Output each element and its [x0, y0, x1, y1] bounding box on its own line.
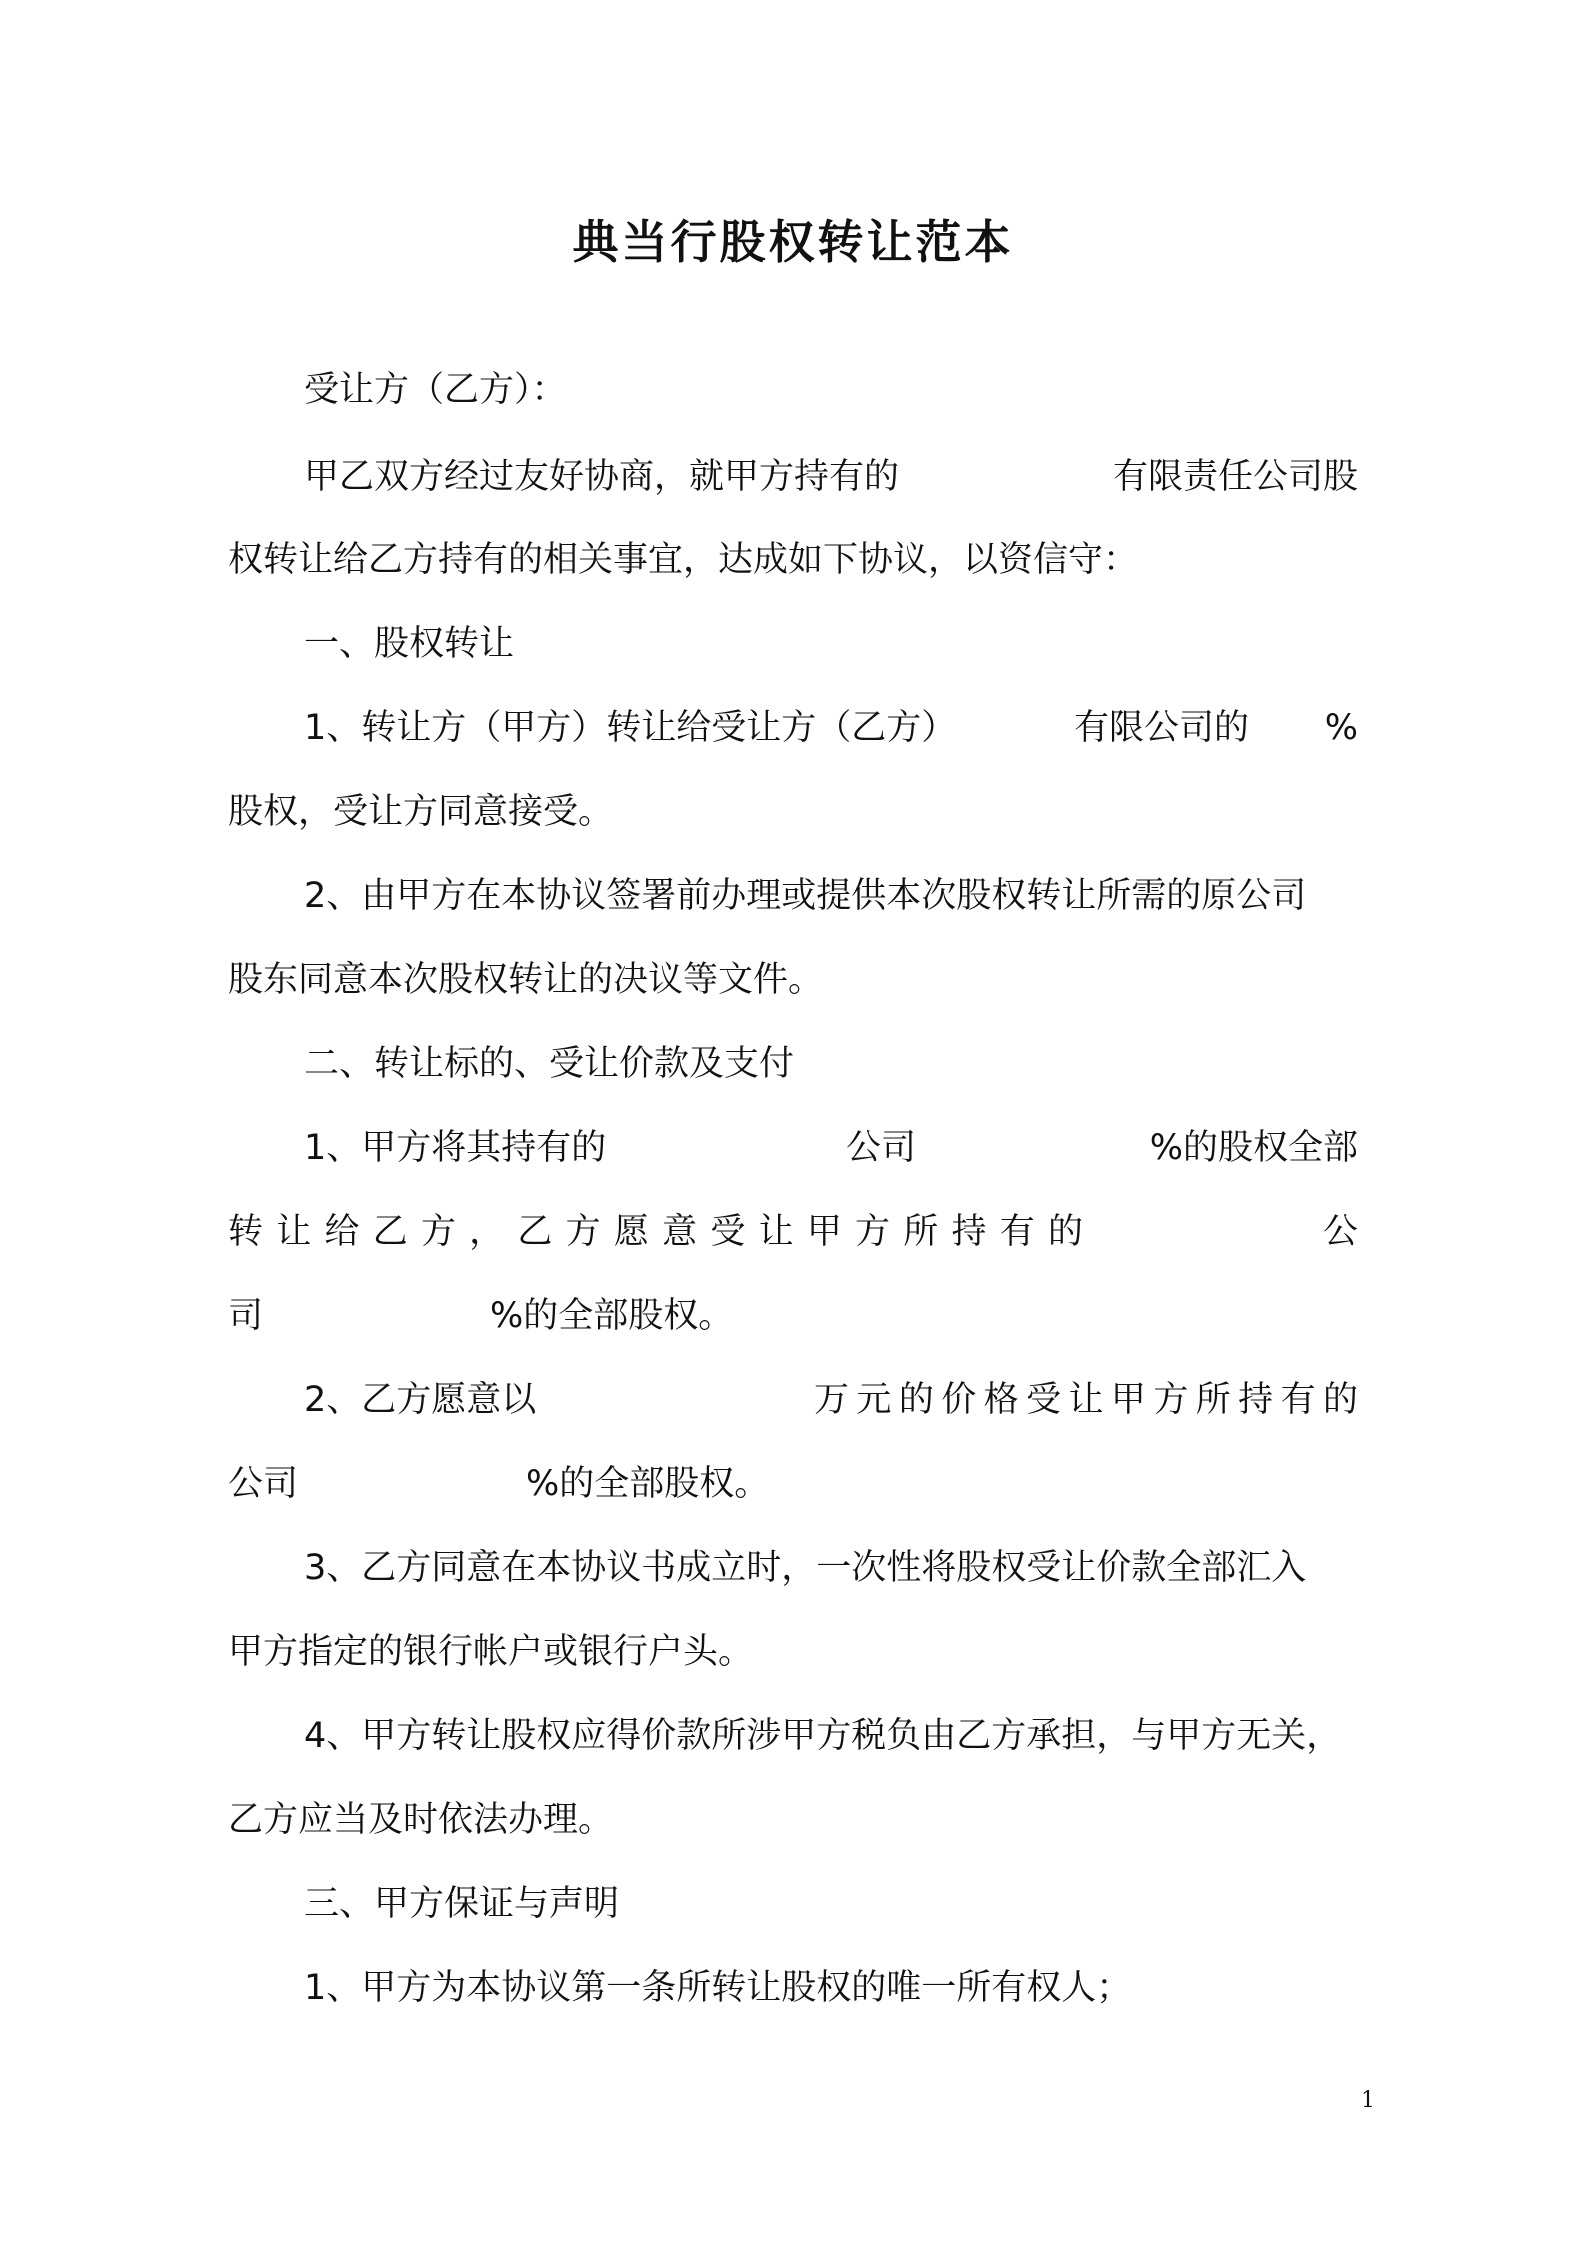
- clause-text: %的股权全部: [1149, 1128, 1358, 1168]
- clause-text: 1、甲方为本协议第一条所转让股权的唯一所有权人；: [304, 1968, 1132, 2008]
- paragraph-line: [304, 447, 1358, 507]
- paragraph-line: [228, 782, 1358, 842]
- clause-text: 司: [228, 1296, 264, 1336]
- intro-text-right: 有限责任公司股: [1112, 457, 1358, 497]
- clause-text: 甲方指定的银行帐户或银行户头。: [228, 1632, 754, 1672]
- clause-text: %的全部股权。: [490, 1296, 734, 1336]
- paragraph-line: [228, 1790, 1358, 1850]
- clause-text: 公司: [846, 1128, 917, 1168]
- section-2-title: 二、转让标的、受让价款及支付: [304, 1044, 795, 1084]
- clause-text: %的全部股权。: [526, 1464, 770, 1504]
- clause-text: 有限公司的: [1074, 708, 1250, 748]
- paragraph-line: [228, 530, 1358, 590]
- document-title: 典当行股权转让范本: [572, 215, 1014, 269]
- clause-text: 3、乙方同意在本协议书成立时，一次性将股权受让价款全部汇入: [304, 1548, 1307, 1588]
- paragraph-line: [228, 950, 1358, 1010]
- paragraph-line: [304, 1706, 1358, 1766]
- paragraph-line: [304, 360, 1358, 420]
- paragraph-line: [304, 1958, 1358, 2018]
- paragraph-line: [228, 1202, 1358, 1262]
- section-3-title: 三、甲方保证与声明: [304, 1884, 620, 1924]
- clause-text: 乙方应当及时依法办理。: [228, 1800, 614, 1840]
- transferee-label: 受让方（乙方）：: [304, 370, 567, 410]
- percent-sign: %: [1324, 708, 1358, 748]
- clause-text: 股东同意本次股权转让的决议等文件。: [228, 960, 824, 1000]
- clause-text: 1、甲方将其持有的: [304, 1128, 607, 1168]
- paragraph-line: [304, 698, 1358, 758]
- intro-text: 甲乙双方经过友好协商，就甲方持有的: [304, 457, 900, 497]
- paragraph-line: [304, 1118, 1358, 1178]
- paragraph-line: [304, 1370, 1358, 1430]
- section-heading: [304, 1874, 1358, 1934]
- clause-text: 万元的价格受让甲方所持有的: [814, 1380, 1358, 1420]
- section-1-title: 一、股权转让: [304, 624, 515, 664]
- clause-text: 4、甲方转让股权应得价款所涉甲方税负由乙方承担，与甲方无关，: [304, 1716, 1342, 1756]
- clause-text: 1、转让方（甲方）转让给受让方（乙方）: [304, 708, 957, 748]
- intro-text-cont: 权转让给乙方持有的相关事宜，达成如下协议，以资信守：: [228, 540, 1139, 580]
- clause-text: 2、乙方愿意以: [304, 1380, 537, 1420]
- section-heading: [304, 614, 1358, 674]
- clause-text: 2、由甲方在本协议签署前办理或提供本次股权转让所需的原公司: [304, 876, 1307, 916]
- section-heading: [304, 1034, 1358, 1094]
- paragraph-line: [228, 1286, 1358, 1346]
- clause-text: 股权，受让方同意接受。: [228, 792, 614, 832]
- page-number: 1: [1361, 2088, 1375, 2113]
- clause-text: 公: [1322, 1212, 1358, 1252]
- paragraph-line: [304, 866, 1358, 926]
- clause-text: 转让给乙方，乙方愿意受让甲方所持有的: [228, 1212, 1083, 1252]
- paragraph-line: [304, 1538, 1358, 1598]
- clause-text: 公司: [228, 1464, 299, 1504]
- paragraph-line: [228, 1454, 1358, 1514]
- paragraph-line: [228, 1622, 1358, 1682]
